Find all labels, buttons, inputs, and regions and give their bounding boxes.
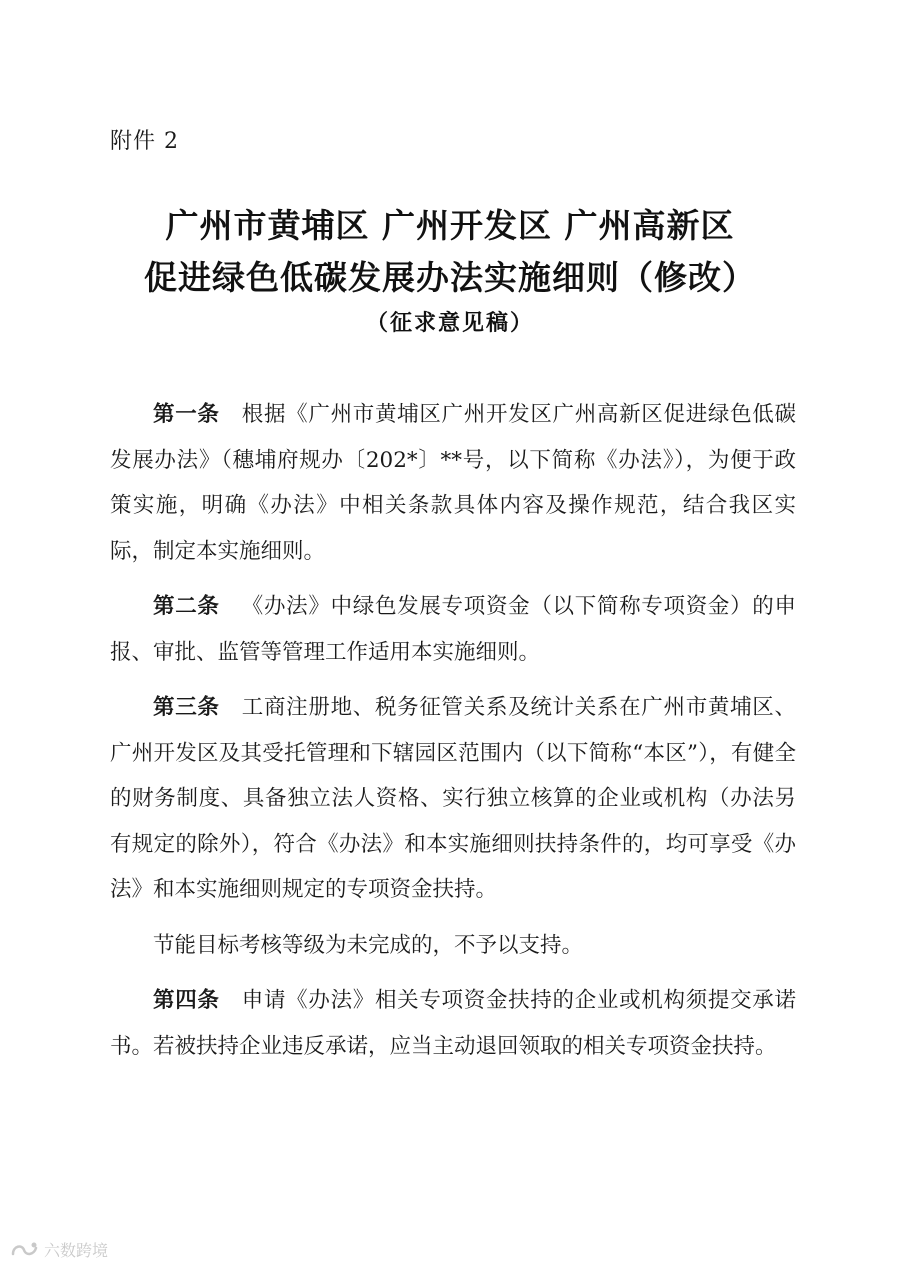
brand-logo-icon (10, 1240, 40, 1260)
article-3 (110, 685, 796, 913)
article-2 (110, 584, 796, 675)
article-text: 申请《办法》相关专项资金扶持的企业或机构须提交承诺书。若被扶持企业违反承诺，应当主动退回领取的相关专项资金扶持。 (110, 988, 796, 1059)
article-4 (110, 978, 796, 1069)
article-label: 第二条 (153, 594, 220, 619)
attachment-label: 附件 2 (110, 129, 179, 154)
article-label: 第三条 (153, 695, 220, 720)
article-text: 根据《广州市黄埔区广州开发区广州高新区促进绿色低碳发展办法》（穗埔府规办〔202*〕**号，以下简称《办法》），为便于政策实施，明确《办法》中相关条款具体内容及操作规范，结合我区实际，制定本实施细则。 (110, 402, 796, 564)
article-1 (110, 392, 796, 574)
watermark-text: 六数跨境 (44, 1241, 109, 1260)
article-label: 第一条 (153, 402, 220, 427)
document-title-line2: 促进绿色低碳发展办法实施细则（修改） (144, 258, 756, 297)
watermark (10, 1238, 108, 1261)
document-subtitle: （征求意见稿） (365, 311, 534, 336)
article-label: 第四条 (153, 988, 220, 1013)
article-text: 工商注册地、税务征管关系及统计关系在广州市黄埔区、广州开发区及其受托管理和下辖园区范围内（以下简称“本区”），有健全的财务制度、具备独立法人资格、实行独立核算的企业或机构（办法另有规定的除外），符合《办法》和本实施细则扶持条件的，均可享受《办法》和本实施细则规定的专项资金扶持。 (110, 695, 796, 902)
article-3-note (110, 923, 796, 969)
document-body (110, 392, 796, 1079)
article-text: 节能目标考核等级为未完成的，不予以支持。 (153, 932, 584, 958)
article-text: 《办法》中绿色发展专项资金（以下简称专项资金）的申报、审批、监管等管理工作适用本实施细则。 (110, 594, 796, 665)
document-title-line1: 广州市黄埔区 广州开发区 广州高新区 (165, 206, 735, 245)
